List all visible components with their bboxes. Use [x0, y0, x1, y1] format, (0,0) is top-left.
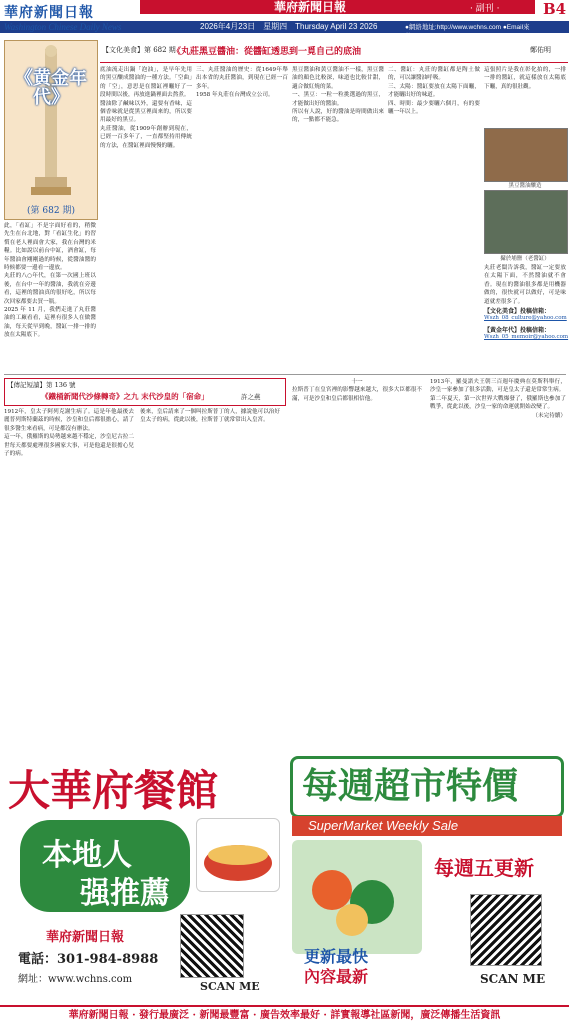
ad-left-phone[interactable]: 電話：301-984-8988	[18, 952, 159, 967]
ad-left-slogan1: 本地人	[42, 838, 132, 873]
ad-left-web[interactable]: 網址：www.wchns.com	[18, 974, 133, 985]
article2-title: 《鐵桶新聞代沙條轉奇》之九 末代沙皇的「宿命」	[41, 392, 209, 401]
article1-left-col: 此，「看缸」不是字面好看的，稍微先生在台北地，對「看缸生化」的習慣在老人裡面會大家，我在台灣的米糧。比如說以前台中缸，酒會缸，每年醬油會剛剛過的時候，從醬油醬的時候都要一邊看一邊放。 丸莊的八○年代，在第一次國上班以後，在台中一年的醬油，我就在旁邊看，這裡的醬油真的很好吃，所以每次回家都要去買一瓶。 2025 年 11 月，我們走進了丸莊醬油的工廠看看，這裡有很多人在做醬油，每天從早到晚，醬缸一排一排的放在太陽底下。	[4, 223, 96, 339]
qr-code-icon[interactable]	[180, 914, 244, 978]
article1-author: 鄭佑明	[530, 46, 551, 54]
column-number: (第 682 期)	[27, 206, 75, 216]
article2-header	[4, 378, 286, 406]
article1-col-2: 底油流走出鍋「泡油」，是早年先用的黑豆釀成醬油的一種方法。「空曲」的「空」，意思是在醬缸裡曬好了一段時間以後，再放進鍋裡面去熬煮。 醬油除了鹹味以外，還要有香味，這個香味就是從黑豆裡面來的，所以要用最好的黑豆。 丸莊醬油，從1909年創辦到現在，已經一百多年了，一直都堅持用傳統的方法，在醬缸裡面慢慢的曬。	[100, 67, 192, 149]
qr2-id[interactable]: Wszh_05_memoir@yahoo.com	[484, 334, 569, 340]
ad-right-fresh2: 內容最新	[304, 967, 369, 986]
column-title: 《黄金年代》	[15, 68, 87, 108]
date-line: 2026年4月23日 星期四 Thursday April 23 2026	[200, 22, 378, 31]
food-bowl-icon	[196, 818, 280, 892]
article1-photo-text: 這張照片是我在彰化拍的，一排一排的醬缸，就這樣放在太陽底下曬，真的很壯觀。	[484, 67, 566, 90]
section-label: · 副刊 ·	[470, 4, 500, 14]
qr-code-icon[interactable]	[470, 894, 542, 966]
masthead	[0, 0, 569, 40]
article2-col-3: 十一 拉斯普丁在皇宮裡的影響越來越大，很多大臣都很不滿，可是沙皇和皇后都很相信他。	[292, 379, 422, 402]
qr1-label: 【文化美食】投稿信箱：	[484, 308, 551, 315]
ad-right-fresh1: 更新最快	[304, 947, 369, 966]
article1-col-4: 黑豆醬油和黃豆醬油不一樣，黑豆醬油的顏色比較深，味道也比較甘甜，適合做紅燒的菜。 一、黑豆：一粒一粒挑選過的黑豆，才能做出好的醬油。 所以有人說，好的醬油是時間做出來的，一點都不能急。	[292, 67, 384, 124]
article2-col-2: 後來，皇后請來了一個叫拉斯普丁的人，據說他可以治好皇太子的病，從此以後，拉斯普丁就常常出入皇宮。	[140, 409, 280, 424]
article2-author: 許之燕	[241, 393, 261, 401]
article2-col-4: 1913年，羅曼諾夫王朝三百週年慶典在莫斯科舉行，沙皇一家參加了很多活動，可是皇太子還是常常生病。 第二年夏天，第一次世界大戰爆發了，俄羅斯也參加了戰爭，從此以後，沙皇一家的命運就開始改變了。 （未完待續）	[430, 379, 566, 419]
soy-sauce-photo	[484, 128, 568, 182]
submission-box	[484, 306, 569, 370]
ad-right-update: 每週五更新	[434, 856, 534, 880]
article1-title: 《丸莊黑豆醬油：從醬缸透思到一覓自己的底油	[172, 47, 362, 57]
footer-banner: 華府新聞日報 · 發行最廣泛 · 新聞最豐富 · 廣告效率最好 · 詳實報導社區新聞，廣泛傳播生活資訊	[0, 1005, 569, 1026]
article1-col-5: 二、醬缸：丸莊的醬缸都是陶土做的，可以讓醬油呼吸。 三、太陽：醬缸要放在太陽下面曬，才能曬出好的味道。 四、時間：最少要曬六個月，有的要曬一年以上。	[388, 67, 480, 116]
jar-field-photo	[484, 190, 568, 254]
article1-header	[100, 40, 568, 63]
grocery-icon	[292, 840, 422, 954]
article1-col-3: 三、丸莊醬油的歷史：從1649年舉出本省的丸莊醬油，到現在已經一百多年。 1958 年丸莊在台灣成立公司。	[196, 67, 288, 99]
photo1-caption: 黑豆醬油釀造	[508, 183, 542, 189]
ad-left-brand: 華府新聞日報	[46, 930, 125, 945]
ad-right-scan: SCAN ME	[480, 972, 546, 986]
article1-col-6: 丸莊老闆告訴我，醬缸一定要放在太陽下面，不然醬油就不會香。現在的醬油很多都是用機器做的，很快就可以做好，可是味道就差很多了。	[484, 265, 566, 304]
column-card	[4, 40, 98, 220]
section-divider	[4, 374, 566, 375]
contact-line: ●網絡地址:http://www.wchns.com ●Email來稿:news@wchns.com	[405, 24, 530, 40]
ad-left-scan: SCAN ME	[200, 980, 260, 993]
page-number: B4	[542, 0, 567, 18]
logo-chinese: 華府新聞日報	[4, 5, 94, 21]
article2-end: （未完待續）	[532, 412, 566, 419]
qr1-id[interactable]: Wszh_08_culture@yahoo.com	[484, 315, 567, 321]
ad-restaurant[interactable]	[0, 748, 284, 1005]
ad-left-slogan2: 强推薦	[80, 876, 170, 911]
ad-supermarket[interactable]	[284, 748, 569, 1005]
photo2-caption: 攝於埔鹽（老醬缸）	[500, 256, 550, 262]
article1-tag: 【文化美食】第 682 期	[102, 46, 176, 54]
ad-right-title: 每週超市特價	[302, 765, 519, 807]
monument-illustration	[5, 41, 97, 201]
paper-name: 華府新聞日報	[273, 0, 346, 14]
ad-right-subtitle: SuperMarket Weekly Sale	[308, 818, 459, 833]
article2-tag: 【傳記短讀】第 136 號	[7, 381, 76, 389]
qr2-label: 【黃金年代】投稿信箱：	[484, 327, 551, 334]
logo-english: Washington Chinese Daily News	[4, 22, 122, 32]
newspaper-logo[interactable]	[4, 2, 154, 32]
article2-col-1: 1912年，皇太子阿列克謝生病了。這是年他最後去麗普列斯特蘭茲的時候，沙皇和皇后都很擔心，請了很多醫生來看病，可是都沒有辦法。 這一年，俄羅斯的局勢越來越不穩定，沙皇尼古拉二世每天都要處理很多國家大事，可是他還是很擔心兒子的病。	[4, 409, 134, 458]
ad-left-title: 大華府餐館	[8, 766, 219, 815]
